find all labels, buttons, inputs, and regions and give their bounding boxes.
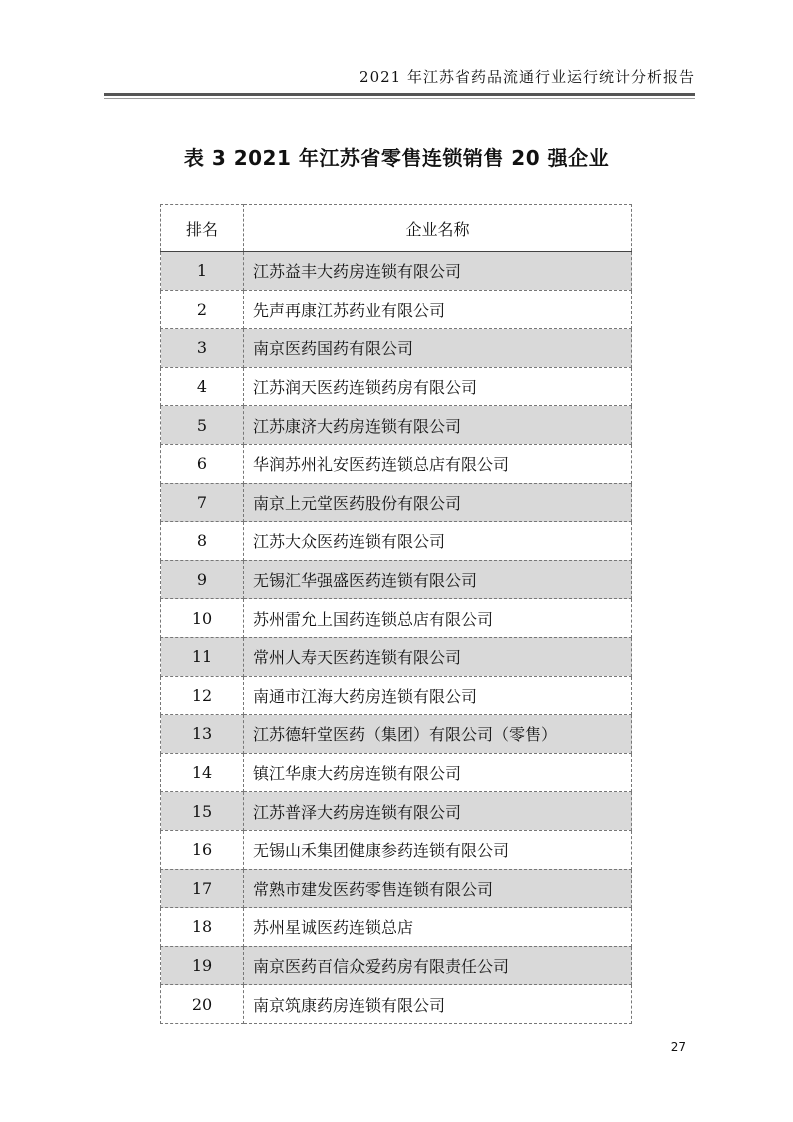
table-row: [161, 560, 632, 599]
company-name-cell: 南京医药国药有限公司: [244, 329, 632, 368]
rank-cell: 1: [161, 252, 244, 291]
company-name-cell: 常州人寿天医药连锁有限公司: [244, 637, 632, 676]
rank-cell: 13: [161, 715, 244, 754]
table-row: [161, 329, 632, 368]
rank-cell: 5: [161, 406, 244, 445]
company-name-cell: 先声再康江苏药业有限公司: [244, 290, 632, 329]
rank-cell: 11: [161, 637, 244, 676]
rank-cell: 10: [161, 599, 244, 638]
company-name-cell: 江苏益丰大药房连锁有限公司: [244, 252, 632, 291]
rank-cell: 14: [161, 753, 244, 792]
rank-cell: 8: [161, 522, 244, 561]
table-row: [161, 406, 632, 445]
column-header-rank: 排名: [161, 205, 244, 252]
table-row: [161, 637, 632, 676]
rank-cell: 6: [161, 444, 244, 483]
rank-cell: 17: [161, 869, 244, 908]
table-row: [161, 290, 632, 329]
column-header-company: 企业名称: [244, 205, 632, 252]
rank-cell: 15: [161, 792, 244, 831]
rank-cell: 4: [161, 367, 244, 406]
table-row: [161, 946, 632, 985]
company-name-cell: 江苏润天医药连锁药房有限公司: [244, 367, 632, 406]
rank-cell: 2: [161, 290, 244, 329]
company-name-cell: 江苏普泽大药房连锁有限公司: [244, 792, 632, 831]
table-row: [161, 367, 632, 406]
table-title: 表 3 2021 年江苏省零售连锁销售 20 强企业: [183, 146, 610, 170]
rank-cell: 20: [161, 985, 244, 1024]
rank-cell: 12: [161, 676, 244, 715]
table-row: [161, 599, 632, 638]
running-header-title: 2021 年江苏省药品流通行业运行统计分析报告: [359, 68, 695, 86]
company-name-cell: 苏州星诚医药连锁总店: [244, 908, 632, 947]
company-name-cell: 常熟市建发医药零售连锁有限公司: [244, 869, 632, 908]
company-name-cell: 苏州雷允上国药连锁总店有限公司: [244, 599, 632, 638]
table-row: [161, 830, 632, 869]
company-name-cell: 南通市江海大药房连锁有限公司: [244, 676, 632, 715]
company-name-cell: 无锡汇华强盛医药连锁有限公司: [244, 560, 632, 599]
rank-cell: 18: [161, 908, 244, 947]
company-name-cell: 无锡山禾集团健康参药连锁有限公司: [244, 830, 632, 869]
company-name-cell: 江苏德轩堂医药（集团）有限公司（零售）: [244, 715, 632, 754]
table-row: [161, 252, 632, 291]
rank-cell: 9: [161, 560, 244, 599]
page-number: 27: [670, 1040, 686, 1054]
table-row: [161, 753, 632, 792]
table-row: [161, 444, 632, 483]
ranking-table: [160, 204, 632, 1024]
rank-cell: 7: [161, 483, 244, 522]
company-name-cell: 镇江华康大药房连锁有限公司: [244, 753, 632, 792]
table-body: [161, 252, 632, 1024]
rank-cell: 3: [161, 329, 244, 368]
company-name-cell: 江苏大众医药连锁有限公司: [244, 522, 632, 561]
table-row: [161, 869, 632, 908]
table-row: [161, 483, 632, 522]
table-row: [161, 676, 632, 715]
table-row: [161, 985, 632, 1024]
company-name-cell: 南京医药百信众爱药房有限责任公司: [244, 946, 632, 985]
rank-cell: 19: [161, 946, 244, 985]
header-divider-thin: [104, 98, 695, 99]
table-row: [161, 908, 632, 947]
table-header-row: [161, 205, 632, 252]
rank-cell: 16: [161, 830, 244, 869]
company-name-cell: 江苏康济大药房连锁有限公司: [244, 406, 632, 445]
table-row: [161, 792, 632, 831]
company-name-cell: 南京筑康药房连锁有限公司: [244, 985, 632, 1024]
company-name-cell: 华润苏州礼安医药连锁总店有限公司: [244, 444, 632, 483]
table-row: [161, 715, 632, 754]
header-divider: [104, 93, 695, 96]
company-name-cell: 南京上元堂医药股份有限公司: [244, 483, 632, 522]
table-row: [161, 522, 632, 561]
